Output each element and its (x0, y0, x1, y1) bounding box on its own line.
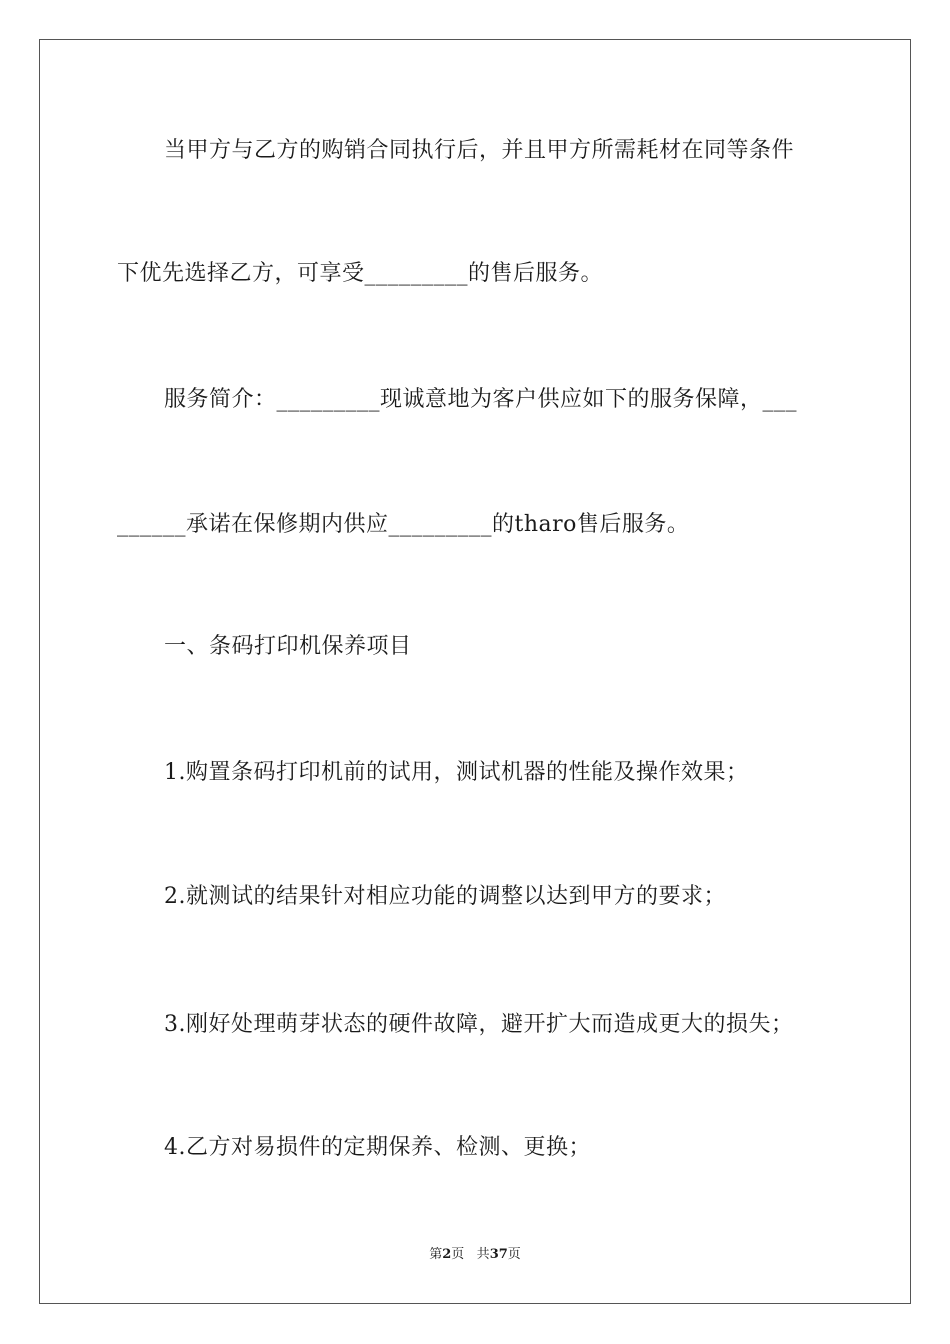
paragraph-line-3: 服务简介：_________现诚意地为客户供应如下的服务保障，___ (164, 387, 798, 412)
list-item-1: 1.购置条码打印机前的试用，测试机器的性能及操作效果； (164, 760, 749, 785)
footer-total-suffix: 页 (507, 1247, 521, 1262)
page-border (39, 39, 911, 1304)
paragraph-line-1: 当甲方与乙方的购销合同执行后，并且甲方所需耗材在同等条件 (164, 138, 795, 163)
paragraph-line-2: 下优先选择乙方，可享受_________的售后服务。 (117, 261, 604, 286)
footer-page-number: 2 (442, 1247, 452, 1262)
list-item-4: 4.乙方对易损件的定期保养、检测、更换； (164, 1135, 591, 1160)
footer-total-pages: 37 (489, 1247, 508, 1262)
list-item-2: 2.就测试的结果针对相应功能的调整以达到甲方的要求； (164, 884, 726, 909)
page-footer (0, 1246, 950, 1264)
footer-page-prefix: 第 (429, 1247, 443, 1262)
list-item-3: 3.刚好处理萌芽状态的硬件故障，避开扩大而造成更大的损失； (164, 1012, 794, 1037)
footer-page-suffix: 页 (451, 1247, 465, 1262)
footer-total-prefix: 共 (476, 1247, 490, 1262)
paragraph-line-4: ______承诺在保修期内供应_________的tharo售后服务。 (117, 512, 690, 537)
section-heading: 一、条码打印机保养项目 (164, 634, 412, 659)
